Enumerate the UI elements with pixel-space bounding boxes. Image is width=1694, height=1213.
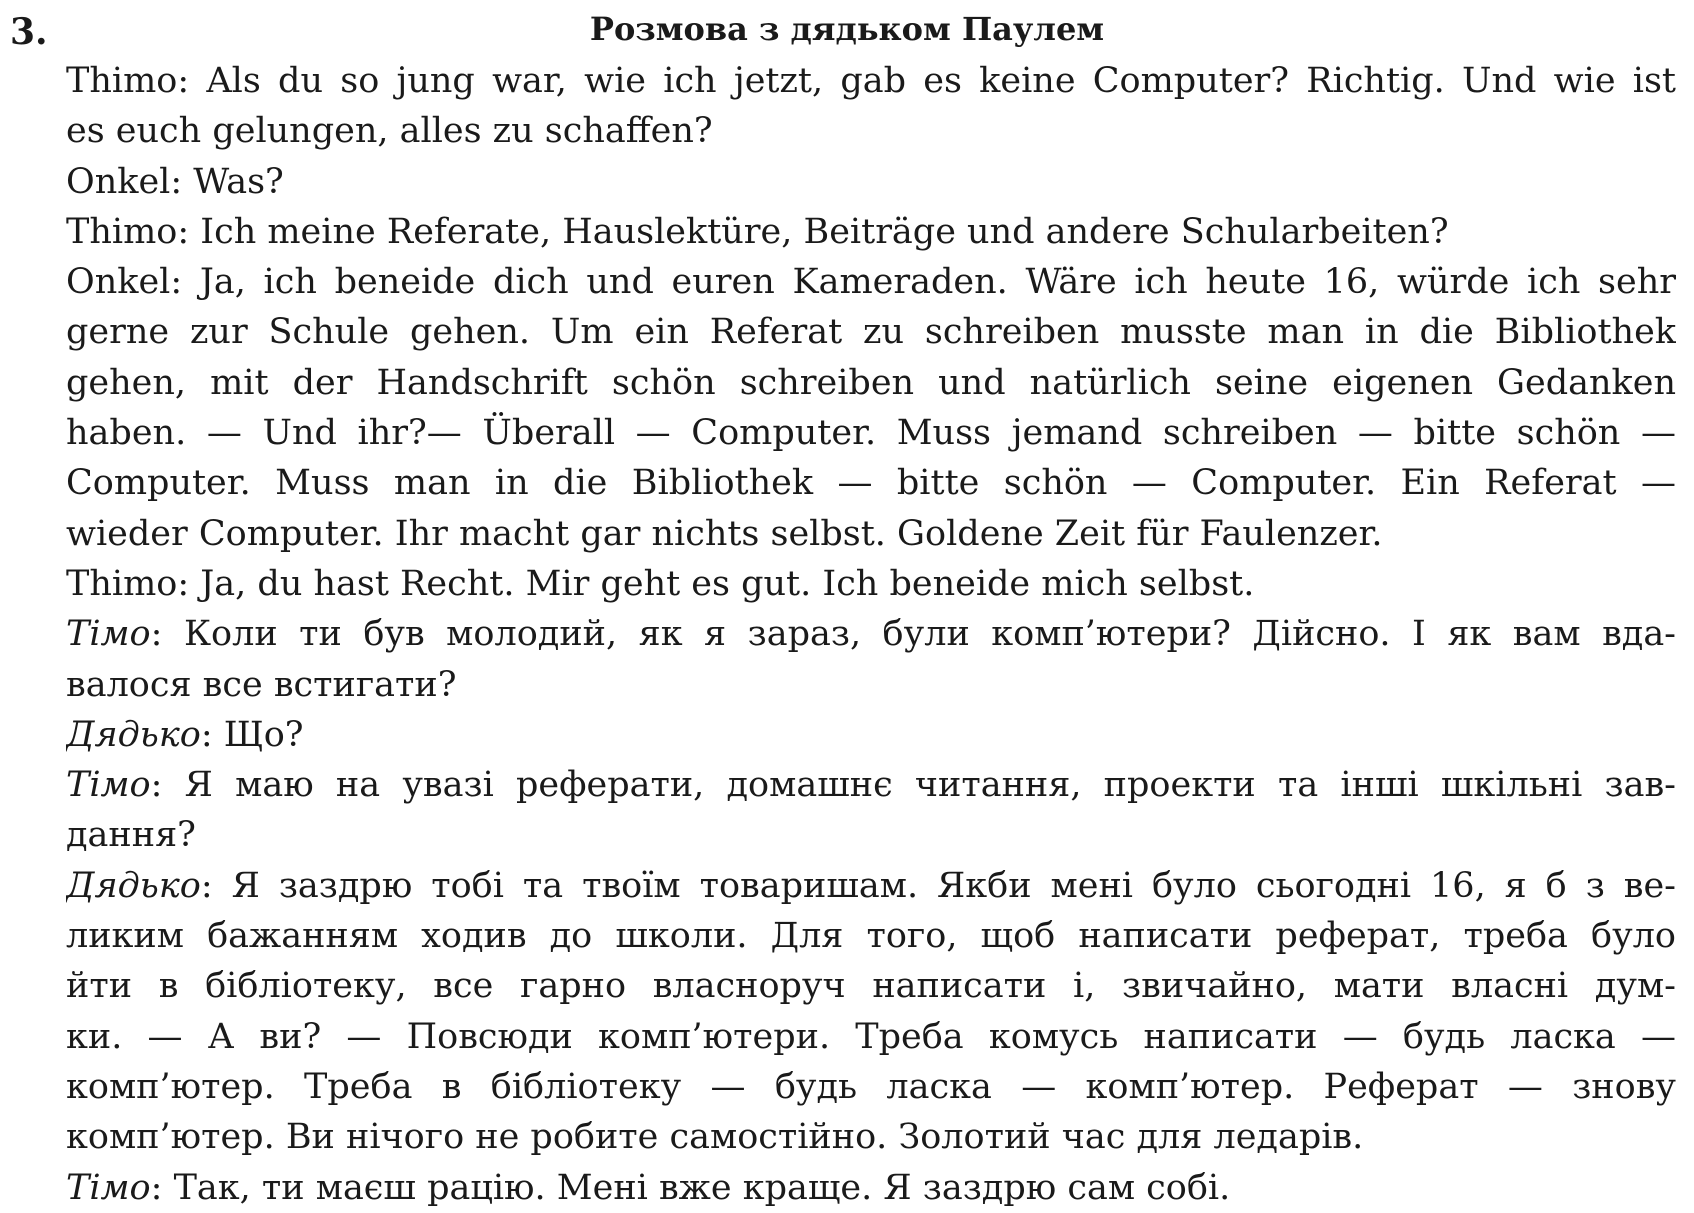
dialogue-line <box>66 56 1676 106</box>
speaker-name: Дядько <box>66 865 201 906</box>
line-text: Я заздрю тобі та твоїм товаришам. Якби мені було сьогодні 16, я б з ве- <box>231 865 1676 906</box>
line-text: Als du so jung war, wie ich jetzt, gab es keine Computer? Richtig. Und wie ist <box>206 61 1676 101</box>
line-text: haben. — Und ihr?— Überall — Computer. Muss jemand schreiben — bitte schön — <box>66 413 1676 454</box>
exercise-number: 3. <box>10 11 48 53</box>
speaker-name: Thimo <box>66 563 178 604</box>
speaker-name: Тімо <box>66 1167 151 1208</box>
speaker-name: Onkel <box>66 161 171 202</box>
dialogue-line <box>66 760 1676 810</box>
line-text: gerne zur Schule gehen. Um ein Referat zu schreiben musste man in die Bibliothek <box>66 312 1676 353</box>
dialogue-line <box>66 1112 1676 1162</box>
speaker-separator: : <box>177 61 207 101</box>
speaker-separator: : <box>150 1167 174 1208</box>
dialogue-line <box>66 358 1676 408</box>
line-text: wieder Computer. Ihr macht gar nichts selbst. Goldene Zeit für Faulenzer. <box>66 513 1383 554</box>
speaker-name: Дядько <box>66 714 201 755</box>
speaker-name: Thimo <box>66 211 178 252</box>
line-text: Так, ти маєш рацію. Мені вже краще. Я заздрю сам собі. <box>173 1167 1231 1208</box>
speaker-separator: : <box>177 211 201 252</box>
dialogue-line <box>66 307 1676 357</box>
dialogue-line <box>66 861 1676 911</box>
dialogue-line <box>66 660 1676 710</box>
dialogue-line <box>66 911 1676 961</box>
dialogue-line <box>66 257 1676 307</box>
dialogue-line <box>66 207 1676 257</box>
line-text: Ja, du hast Recht. Mir geht es gut. Ich beneide mich selbst. <box>200 563 1255 604</box>
line-text: комп’ютер. Ви нічого не робите самостійно. Золотий час для ледарів. <box>66 1117 1364 1158</box>
line-text: Ich meine Referate, Hauslektüre, Beiträge und andere Schularbeiten? <box>200 211 1449 252</box>
speaker-separator: : <box>170 262 200 303</box>
line-text: Я маю на увазі реферати, домашнє читання, проекти та інші шкільні зав- <box>184 765 1676 806</box>
line-text: дання? <box>66 815 196 856</box>
dialogue-line <box>66 408 1676 458</box>
speaker-separator: : <box>177 563 201 604</box>
dialogue-line <box>66 1163 1676 1213</box>
speaker-name: Тімо <box>66 614 151 655</box>
line-text: gehen, mit der Handschrift schön schreiben und natürlich seine eigenen Gedanken <box>66 362 1676 403</box>
dialogue-line <box>66 710 1676 760</box>
dialogue-line <box>66 106 1676 156</box>
line-text: йти в бібліотеку, все гарно власноруч написати і, звичайно, мати власні дум- <box>66 966 1676 1007</box>
dialogue-line <box>66 810 1676 860</box>
speaker-name: Onkel <box>66 262 171 303</box>
speaker-separator: : <box>170 161 194 202</box>
dialogue-line <box>66 559 1676 609</box>
dialogue-line <box>66 458 1676 508</box>
line-text: Ja, ich beneide dich und euren Kameraden. Wäre ich heute 16, würde ich sehr <box>199 262 1676 303</box>
speaker-separator: : <box>200 714 224 755</box>
line-text: es euch gelungen, alles zu schaffen? <box>66 111 713 152</box>
line-text: валося все встигати? <box>66 664 457 705</box>
line-text: Was? <box>193 161 284 202</box>
line-text: комп’ютер. Треба в бібліотеку — будь ласка — комп’ютер. Реферат — знову <box>66 1066 1676 1107</box>
dialogue-line <box>66 1062 1676 1112</box>
page-title: Розмова з дядьком Паулем <box>589 10 1105 48</box>
dialogue-line <box>66 609 1676 659</box>
line-text: ки. — А ви? — Повсюди комп’ютери. Треба комусь написати — будь ласка — <box>66 1016 1676 1057</box>
line-text: Computer. Muss man in die Bibliothek — bitte schön — Computer. Ein Referat — <box>66 463 1676 504</box>
dialogue-text <box>66 56 1676 1213</box>
dialogue-line <box>66 509 1676 559</box>
line-text: Коли ти був молодий, як я зараз, були комп’ютери? Дійсно. І як вам вда- <box>183 614 1676 655</box>
dialogue-line <box>66 1012 1676 1062</box>
line-text: Що? <box>223 714 304 755</box>
speaker-separator: : <box>150 614 184 655</box>
speaker-name: Thimo <box>66 61 178 101</box>
line-text: ликим бажанням ходив до школи. Для того, щоб написати реферат, треба було <box>66 916 1676 957</box>
dialogue-line <box>66 157 1676 207</box>
dialogue-line <box>66 961 1676 1011</box>
speaker-name: Тімо <box>66 765 151 806</box>
speaker-separator: : <box>150 765 185 806</box>
speaker-separator: : <box>200 865 232 906</box>
